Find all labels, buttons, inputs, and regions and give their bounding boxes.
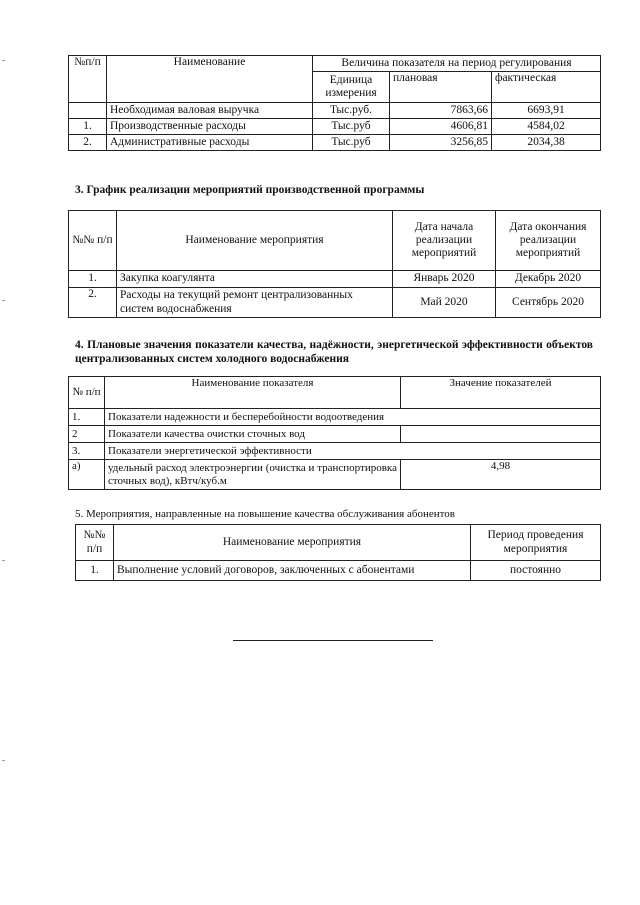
table-row xyxy=(69,271,601,288)
table-row xyxy=(69,119,601,135)
end-of-document-line xyxy=(233,640,433,641)
schedule-table xyxy=(68,210,601,318)
row-name: Показатели надежности и бесперебойности водоотведения xyxy=(105,409,601,426)
table-row xyxy=(69,443,601,460)
service-table xyxy=(75,524,601,581)
scan-mark xyxy=(2,60,5,61)
indicators-table xyxy=(68,376,601,490)
col-header-name: Наименование xyxy=(107,56,313,103)
row-name: Административные расходы xyxy=(107,135,313,151)
col-header-num: № п/п xyxy=(69,377,105,409)
table-row xyxy=(76,561,601,581)
row-start: Январь 2020 xyxy=(393,271,496,288)
row-fact: 2034,38 xyxy=(492,135,601,151)
scan-mark xyxy=(2,560,5,561)
row-num: 2 xyxy=(69,426,105,443)
row-value xyxy=(401,426,601,443)
row-unit: Тыс.руб xyxy=(313,119,390,135)
col-header-start: Дата начала реализации мероприятий xyxy=(393,211,496,271)
section4-heading: 4. Плановые значения показатели качества, надёжности, энергетической эффективности объектов централизованных систем холодного водоснабжения xyxy=(75,339,593,366)
section3-heading: 3. График реализации мероприятий производственной программы xyxy=(75,184,425,196)
table-row xyxy=(69,135,601,151)
scan-mark xyxy=(2,300,5,301)
table-row xyxy=(69,288,601,318)
row-num xyxy=(69,103,107,119)
col-header-name: Наименование мероприятия xyxy=(114,525,471,561)
row-end: Декабрь 2020 xyxy=(496,271,601,288)
table-row xyxy=(69,460,601,490)
row-num: а) xyxy=(69,460,105,490)
col-header-plan: плановая xyxy=(390,72,492,103)
row-name: удельный расход электроэнергии (очистка и транспортировка сточных вод), кВтч/куб.м xyxy=(105,460,401,490)
row-name: Производственные расходы xyxy=(107,119,313,135)
revenue-table xyxy=(68,55,601,151)
row-num: 2. xyxy=(69,288,117,318)
row-num: 1. xyxy=(69,409,105,426)
table-row xyxy=(69,103,601,119)
col-header-group: Величина показателя на период регулирования xyxy=(313,56,601,72)
row-fact: 4584,02 xyxy=(492,119,601,135)
row-name: Показатели качества очистки сточных вод xyxy=(105,426,401,443)
row-num: 1. xyxy=(76,561,114,581)
table-row xyxy=(69,426,601,443)
row-num: 3. xyxy=(69,443,105,460)
row-name: Показатели энергетической эффективности xyxy=(105,443,601,460)
row-name: Необходимая валовая выручка xyxy=(107,103,313,119)
col-header-num: №№ п/п xyxy=(69,211,117,271)
row-name: Расходы на текущий ремонт централизованных систем водоснабжения xyxy=(117,288,393,318)
col-header-period: Период проведения мероприятия xyxy=(471,525,601,561)
col-header-name: Наименование мероприятия xyxy=(117,211,393,271)
col-header-num: №п/п xyxy=(69,56,107,103)
row-period: постоянно xyxy=(471,561,601,581)
row-plan: 4606,81 xyxy=(390,119,492,135)
row-num: 1. xyxy=(69,119,107,135)
row-num: 2. xyxy=(69,135,107,151)
col-header-name: Наименование показателя xyxy=(105,377,401,409)
col-header-value: Значение показателей xyxy=(401,377,601,409)
table-row xyxy=(69,409,601,426)
row-plan: 3256,85 xyxy=(390,135,492,151)
scan-mark xyxy=(2,760,5,761)
row-plan: 7863,66 xyxy=(390,103,492,119)
row-name: Закупка коагулянта xyxy=(117,271,393,288)
col-header-end: Дата окончания реализации мероприятий xyxy=(496,211,601,271)
row-num: 1. xyxy=(69,271,117,288)
col-header-unit: Единица измерения xyxy=(313,72,390,103)
row-unit: Тыс.руб xyxy=(313,135,390,151)
col-header-num: №№ п/п xyxy=(76,525,114,561)
row-unit: Тыс.руб. xyxy=(313,103,390,119)
row-end: Сентябрь 2020 xyxy=(496,288,601,318)
row-name: Выполнение условий договоров, заключенных с абонентами xyxy=(114,561,471,581)
section5-heading: 5. Мероприятия, направленные на повышение качества обслуживания абонентов xyxy=(75,508,455,520)
col-header-fact: фактическая xyxy=(492,72,601,103)
row-start: Май 2020 xyxy=(393,288,496,318)
row-fact: 6693,91 xyxy=(492,103,601,119)
row-value: 4,98 xyxy=(401,460,601,490)
